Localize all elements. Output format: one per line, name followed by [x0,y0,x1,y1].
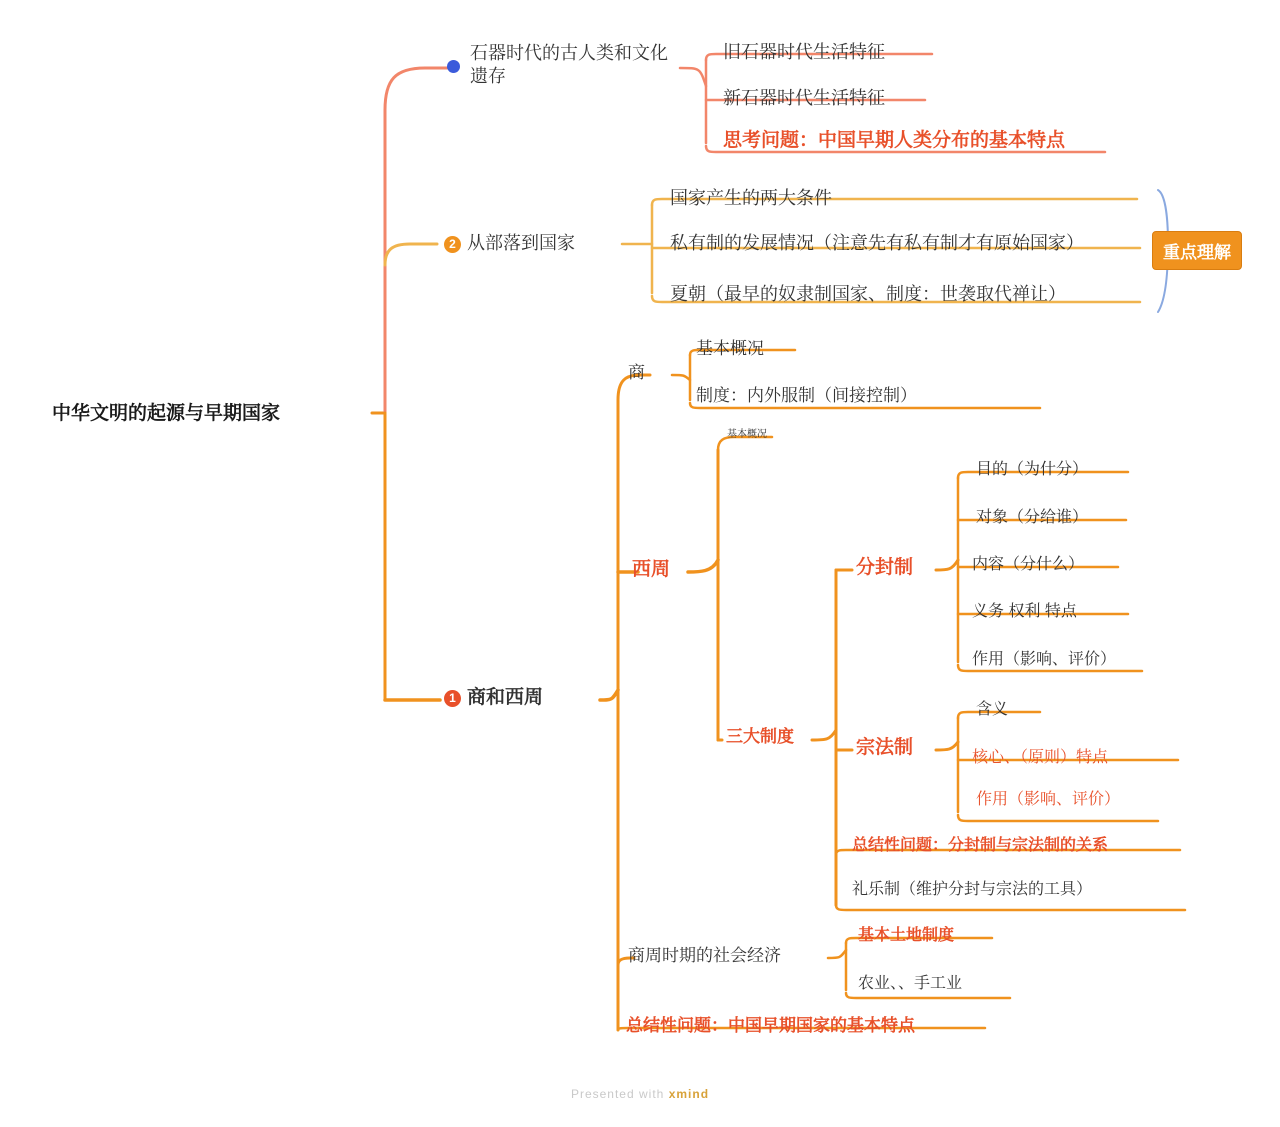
topic-western-zhou-overview[interactable]: 基本概况 [727,429,767,440]
topic-state-two-conditions[interactable]: 国家产生的两大条件 [670,188,832,208]
topic-shang[interactable]: 商 [628,363,645,382]
topic-neolithic[interactable]: 新石器时代生活特征 [723,88,885,108]
topic-three-systems[interactable]: 三大制度 [726,727,794,746]
topic-ritual-music[interactable]: 礼乐制（维护分封与宗法的工具） [852,881,1093,898]
footer-brand: xmind [668,1087,710,1101]
topic-shang-zhou-economy[interactable]: 商周时期的社会经济 [628,946,781,965]
badge-key-understanding[interactable]: 重点理解 [1152,231,1242,270]
topic-agriculture-handicraft[interactable]: 农业、、手工业 [858,975,963,992]
topic-private-ownership[interactable]: 私有制的发展情况（注意先有私有制才有原始国家） [670,233,1084,253]
topic-thinking-question-distribution[interactable]: 思考问题：中国早期人类分布的基本特点 [723,130,1066,151]
topic-shang-overview[interactable]: 基本概况 [696,339,764,358]
topic-enfeoffment-duties[interactable]: 义务 权利 特点 [972,603,1077,620]
topic-enfeoffment-effect[interactable]: 作用（影响、评价） [972,651,1117,668]
topic-patriarchal-meaning[interactable]: 含义 [976,701,1009,718]
topic-patriarchal-system[interactable]: 宗法制 [856,737,914,758]
topic-patriarchal-effect[interactable]: 作用（影响、评价） [976,791,1121,808]
topic-enfeoffment-purpose[interactable]: 目的（为什分） [976,461,1089,478]
topic-shang-and-western-zhou-label: 商和西周 [467,687,544,708]
topic-western-zhou[interactable]: 西周 [632,559,671,580]
topic-summary-early-state[interactable]: 总结性问题：中国早期国家的基本特点 [626,1016,915,1035]
topic-shang-and-western-zhou[interactable] [444,686,543,711]
footer-watermark [0,1087,1280,1101]
topic-stone-age[interactable]: 石器时代的古人类和文化遗存 [470,43,668,87]
topic-enfeoffment-content[interactable]: 内容（分什么） [972,556,1085,573]
topic-tribe-to-state-label: 从部落到国家 [467,233,575,253]
topic-paleolithic[interactable]: 旧石器时代生活特征 [723,42,885,62]
topic-tribe-to-state[interactable] [444,232,575,255]
topic-patriarchal-core[interactable]: 核心、（原则）特点 [972,749,1109,766]
blue-dot-icon [447,60,460,73]
topic-summary-relation[interactable]: 总结性问题：分封制与宗法制的关系 [852,837,1109,854]
topic-land-system[interactable]: 基本土地制度 [858,927,955,944]
root-topic[interactable]: 中华文明的起源与早期国家 [52,403,281,424]
footer-text: Presented with [570,1087,665,1101]
topic-enfeoffment-objects[interactable]: 对象（分给谁） [976,509,1089,526]
topic-shang-system[interactable]: 制度：内外服制（间接控制） [696,386,917,405]
topic-enfeoffment[interactable]: 分封制 [856,557,914,578]
marker-1-icon: 1 [444,690,461,707]
marker-2-icon: 2 [444,236,461,253]
topic-xia-dynasty[interactable]: 夏朝（最早的奴隶制国家、制度：世袭取代禅让） [670,284,1066,304]
